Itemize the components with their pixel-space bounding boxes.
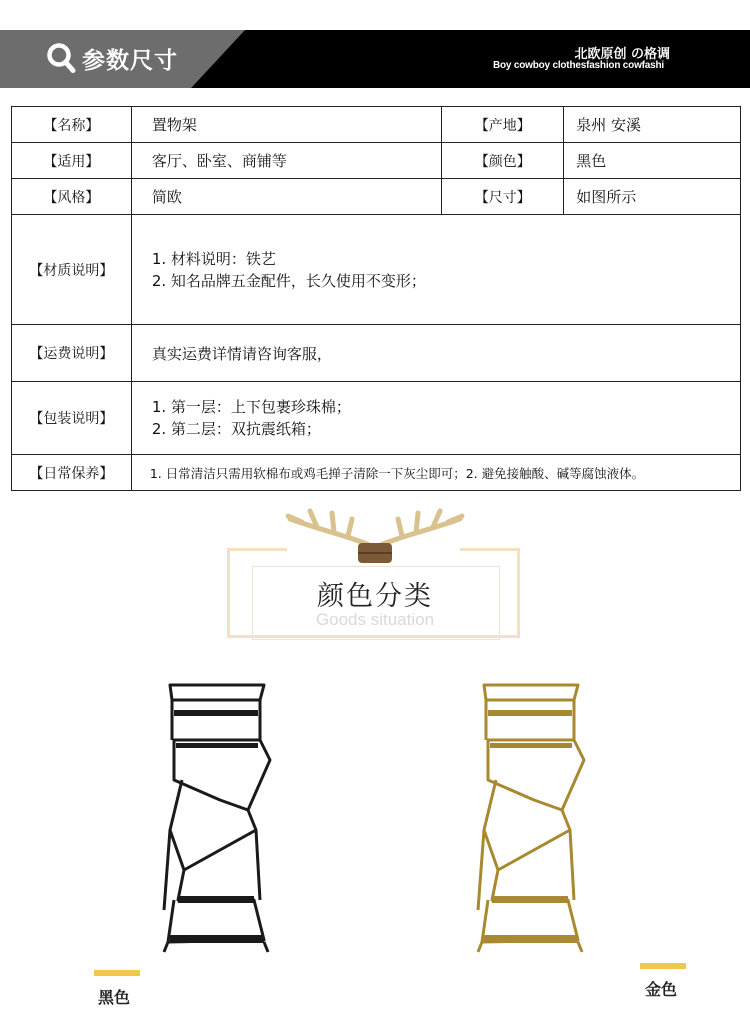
material-value: [131, 215, 740, 325]
spec-table: [11, 106, 741, 491]
header-banner: [0, 30, 750, 88]
table-row: [12, 382, 741, 455]
material-line-1: 1. 材料说明：铁艺: [151, 249, 276, 268]
material-line-2: 2. 知名品牌五金配件，长久使用不变形；: [151, 271, 426, 290]
care-value: 1. 日常清洁只需用软棉布或鸡毛掸子清除一下灰尘即可；2. 避免接触酸、碱等腐蚀液体。: [131, 455, 740, 491]
table-row: [12, 325, 741, 382]
table-row: [12, 179, 741, 215]
size-label: 【尺寸】: [442, 179, 564, 215]
style-label: 【风格】: [12, 179, 132, 215]
banner-slogan: 北欧原创 の格调: [574, 47, 670, 62]
gold-color-swatch: [640, 963, 686, 969]
packing-line-1: 1. 第一层：上下包裹珍珠棉；: [151, 398, 351, 416]
gold-color-label: 金色: [645, 980, 678, 999]
shipping-value: 真实运费详情请咨询客服，: [131, 325, 740, 382]
search-icon: [46, 42, 76, 74]
style-value: 简欧: [131, 179, 442, 215]
black-shelf-image: [160, 680, 272, 955]
color-section-title: 颜色分类: [317, 581, 433, 612]
origin-label: 【产地】: [442, 107, 564, 143]
banner-slogan-english: Boy cowboy clothesfashion cowfashi: [492, 60, 664, 71]
table-row: [12, 107, 741, 143]
black-color-label: 黑色: [98, 988, 131, 1007]
page-title: 参数尺寸: [82, 48, 178, 74]
table-row: [12, 455, 741, 491]
material-label: 【材质说明】: [12, 215, 132, 325]
black-color-swatch: [94, 970, 140, 976]
color-label: 【颜色】: [442, 143, 564, 179]
usage-value: 客厅、卧室、商铺等: [131, 143, 442, 179]
packing-line-2: 2. 第二层：双抗震纸箱；: [151, 420, 321, 438]
size-value: 如图所示: [564, 179, 741, 215]
name-value: 置物架: [131, 107, 442, 143]
packing-label: 【包装说明】: [12, 382, 132, 455]
color-value: 黑色: [564, 143, 741, 179]
table-row: [12, 143, 741, 179]
color-section-subtitle: Goods situation: [315, 610, 435, 629]
name-label: 【名称】: [12, 107, 132, 143]
usage-label: 【适用】: [12, 143, 132, 179]
gold-shelf-image: [474, 680, 586, 955]
packing-value: [131, 382, 740, 455]
care-label: 【日常保养】: [12, 455, 132, 491]
origin-value: 泉州 安溪: [564, 107, 741, 143]
table-row: [12, 215, 741, 325]
shipping-label: 【运费说明】: [12, 325, 132, 382]
